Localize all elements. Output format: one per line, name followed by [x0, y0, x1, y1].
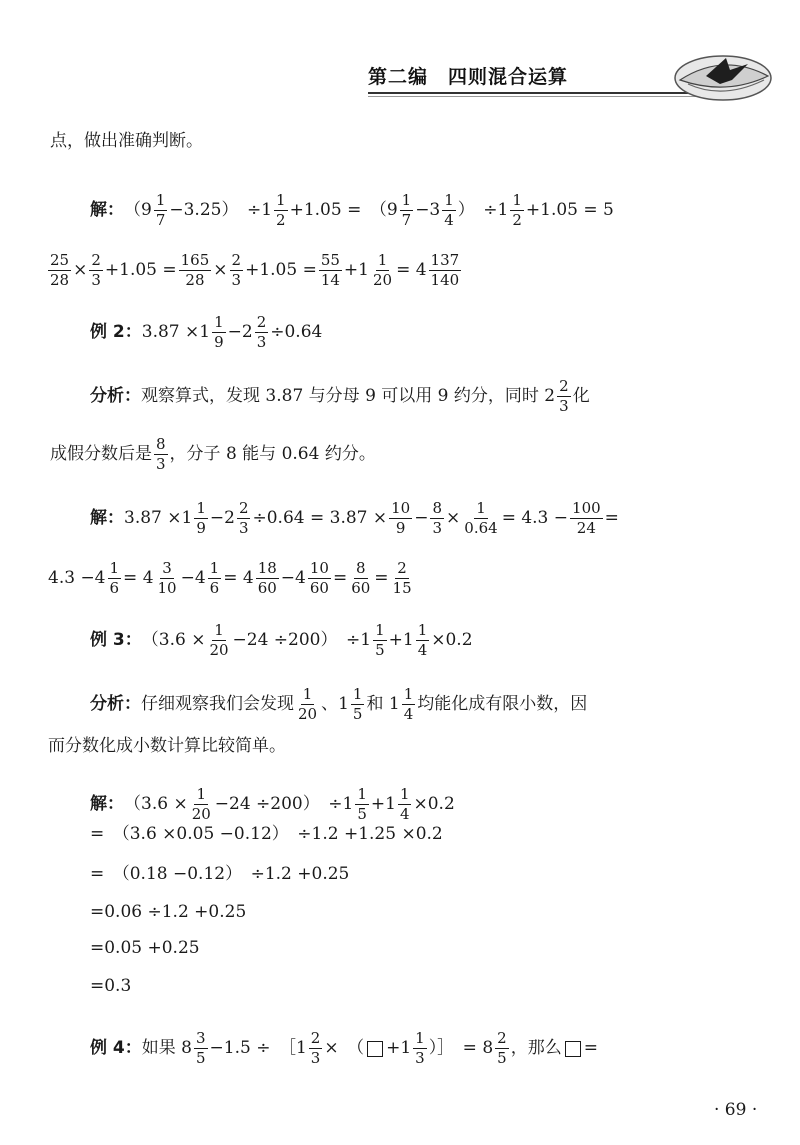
expr-text: ÷0.64 [270, 322, 323, 343]
denominator: 3 [238, 519, 249, 538]
expr-text: ） ÷1 [457, 200, 509, 221]
header-rule [368, 92, 698, 94]
numerator: 1 [194, 786, 208, 805]
denominator: 10 [157, 579, 177, 598]
analysis-text: 而分数化成小数计算比较简单。 [48, 736, 286, 756]
fraction [462, 500, 499, 538]
analysis-3-line-1 [90, 686, 587, 724]
fraction [212, 314, 226, 352]
denominator: 2 [276, 211, 286, 230]
analysis-2-line-2 [50, 436, 376, 474]
fraction [309, 1030, 323, 1068]
denominator: 14 [320, 271, 340, 290]
numerator: 2 [255, 314, 269, 333]
expr-text: × [446, 508, 461, 529]
analysis-3-line-2 [48, 738, 286, 755]
expr-text: +1 [343, 260, 369, 281]
denominator: 20 [372, 271, 393, 290]
numerator: 1 [355, 786, 369, 805]
denominator: 3 [310, 1049, 321, 1068]
fraction [416, 622, 430, 660]
analysis-text: 、1 [321, 694, 349, 715]
expr-text: +1 [386, 1038, 412, 1059]
expr-text: ÷0.64 = 3.87 × [252, 508, 388, 529]
denominator: 5 [357, 805, 367, 824]
expr-text: × （ [324, 1038, 365, 1059]
analysis-text: ，分子 8 能与 0.64 约分。 [169, 444, 376, 465]
expr-text: ×0.2 [431, 630, 473, 651]
analysis-text: 均能化成有限小数，因 [417, 694, 588, 715]
fraction [207, 622, 230, 660]
fraction [156, 560, 179, 598]
expr-text: +1.05 = [245, 260, 317, 281]
numerator: 1 [351, 686, 365, 705]
denominator: 3 [256, 333, 267, 352]
fraction [402, 686, 416, 724]
denominator: 20 [209, 641, 229, 660]
denominator: 0.64 [464, 519, 498, 538]
fraction [391, 560, 414, 598]
example-label: 例 4： [90, 1038, 142, 1059]
solution-2-line-1 [90, 500, 619, 538]
fraction [274, 192, 288, 230]
solution-label: 解： [90, 794, 124, 815]
fraction [319, 252, 342, 290]
fraction [430, 500, 444, 538]
expr-text: （3.6 × [124, 794, 188, 815]
fraction [108, 560, 122, 598]
expr-text: 3.87 ×1 [141, 322, 211, 343]
expr-text: −24 ÷200） ÷1 [232, 630, 372, 651]
analysis-text: 和 1 [366, 694, 400, 715]
step-text: = （0.18 −0.12） ÷1.2 +0.25 [90, 864, 350, 884]
expr-text: ）］ = 8 [428, 1038, 494, 1059]
step-text: = （3.6 ×0.05 −0.12） ÷1.2 +1.25 ×0.2 [90, 824, 443, 844]
analysis-2-line-1 [90, 378, 590, 416]
fraction [557, 378, 571, 416]
expr-text: × [73, 260, 88, 281]
expr-text: = [583, 1038, 598, 1059]
analysis-text: 观察算式，发现 3.87 与分母 9 可以用 9 约分，同时 2 [141, 386, 556, 407]
fraction [89, 252, 103, 290]
fraction [179, 252, 212, 290]
intro-text: 点，做出准确判断。 [50, 131, 203, 151]
fraction [154, 436, 168, 474]
analysis-text: 仔细观察我们会发现 [141, 694, 294, 715]
fraction [355, 786, 369, 824]
numerator: 8 [154, 436, 168, 455]
fraction [154, 192, 168, 230]
numerator: 1 [208, 560, 222, 579]
denominator: 5 [195, 1049, 206, 1068]
denominator: 9 [214, 333, 224, 352]
solution-3-step [90, 866, 349, 883]
denominator: 28 [185, 271, 205, 290]
denominator: 24 [576, 519, 596, 538]
numerator: 3 [194, 1030, 208, 1049]
fraction [373, 622, 387, 660]
fraction [190, 786, 213, 824]
denominator: 3 [415, 1049, 425, 1068]
fraction [510, 192, 524, 230]
numerator: 1 [373, 622, 387, 641]
page-number: · 69 · [714, 1100, 758, 1120]
numerator: 1 [402, 686, 416, 705]
fraction [398, 786, 412, 824]
denominator: 140 [430, 271, 460, 290]
denominator: 4 [399, 805, 410, 824]
step-text: =0.05 +0.25 [90, 938, 200, 958]
numerator: 2 [230, 252, 244, 271]
numerator: 2 [557, 378, 571, 397]
expr-text: − [414, 508, 429, 529]
denominator: 9 [196, 519, 206, 538]
denominator: 3 [156, 455, 166, 474]
numerator: 165 [179, 252, 212, 271]
numerator: 25 [48, 252, 71, 271]
numerator: 137 [429, 252, 462, 271]
fraction [308, 560, 331, 598]
expr-text: （3.6 × [141, 630, 206, 651]
numerator: 1 [194, 500, 208, 519]
expr-text: × [213, 260, 228, 281]
denominator: 5 [497, 1049, 507, 1068]
numerator: 1 [154, 192, 168, 211]
expr-text: +1.05 = 5 [525, 200, 614, 221]
denominator: 60 [351, 579, 371, 598]
denominator: 20 [298, 705, 318, 724]
denominator: 7 [155, 211, 166, 230]
example-2-line [90, 314, 322, 352]
expr-text: −2 [209, 508, 235, 529]
numerator: 100 [570, 500, 603, 519]
expr-text: −2 [227, 322, 253, 343]
fraction [351, 686, 365, 724]
solution-1-line-2 [46, 252, 463, 290]
expr-text: +1 [388, 630, 414, 651]
solution-label: 解： [90, 508, 124, 529]
expr-text: ×0.2 [413, 794, 455, 815]
fraction [256, 560, 279, 598]
numerator: 1 [212, 314, 226, 333]
denominator: 15 [392, 579, 412, 598]
solution-3-step [90, 826, 443, 843]
unknown-box-icon [565, 1041, 581, 1057]
numerator: 2 [89, 252, 103, 271]
denominator: 6 [109, 579, 120, 598]
numerator: 1 [376, 252, 390, 271]
expr-text: = 4 [223, 568, 254, 589]
solution-3-step [90, 978, 131, 995]
numerator: 55 [319, 252, 342, 271]
denominator: 9 [395, 519, 406, 538]
expr-text: = 4 [123, 568, 154, 589]
denominator: 4 [417, 641, 428, 660]
fraction [429, 252, 462, 290]
denominator: 3 [231, 271, 242, 290]
example-label: 例 3： [90, 630, 142, 651]
fraction [570, 500, 603, 538]
numerator: 1 [274, 192, 288, 211]
expr-text: −24 ÷200） ÷1 [214, 794, 354, 815]
numerator: 2 [495, 1030, 509, 1049]
expr-text: +1 [370, 794, 396, 815]
expr-text: −3.25） ÷1 [169, 200, 273, 221]
fraction [495, 1030, 509, 1068]
analysis-text: 化 [572, 386, 590, 407]
denominator: 3 [559, 397, 569, 416]
numerator: 10 [308, 560, 331, 579]
numerator: 1 [212, 622, 226, 641]
header-rule-thin [368, 96, 698, 97]
numerator: 1 [416, 622, 430, 641]
expr-text: −4 [280, 568, 306, 589]
numerator: 1 [301, 686, 315, 705]
example-label: 例 2： [90, 322, 142, 343]
fraction [400, 192, 414, 230]
analysis-label: 分析： [90, 694, 141, 715]
numerator: 1 [474, 500, 488, 519]
fraction [349, 560, 372, 598]
expr-text: = [332, 568, 348, 589]
numerator: 2 [237, 500, 251, 519]
example-3-line [90, 622, 473, 660]
fraction [194, 500, 208, 538]
denominator: 3 [91, 271, 101, 290]
fraction [208, 560, 222, 598]
solution-label: 解： [90, 200, 124, 221]
fraction [371, 252, 394, 290]
expr-text: = 4 [396, 260, 427, 281]
numerator: 10 [389, 500, 412, 519]
expr-text: （9 [124, 200, 152, 221]
numerator: 1 [442, 192, 456, 211]
denominator: 5 [375, 641, 385, 660]
expr-text: −4 [180, 568, 206, 589]
fraction [413, 1030, 427, 1068]
denominator: 3 [432, 519, 443, 538]
solution-3-line-1 [90, 786, 455, 824]
book-bird-logo-icon [668, 40, 778, 106]
denominator: 60 [309, 579, 329, 598]
example-4-line [90, 1030, 598, 1068]
expr-text: +1.05 = [104, 260, 177, 281]
solution-2-line-2 [48, 560, 416, 598]
fraction [194, 1030, 208, 1068]
chapter-header-title: 第二编 四则混合运算 [368, 66, 569, 88]
analysis-label: 分析： [90, 386, 141, 407]
numerator: 18 [256, 560, 279, 579]
fraction [296, 686, 319, 724]
expr-text: = [374, 568, 389, 589]
expr-text: −1.5 ÷ ［1 [209, 1038, 307, 1059]
expr-text: = 4.3 − [501, 508, 569, 529]
numerator: 1 [413, 1030, 427, 1049]
fraction [389, 500, 412, 538]
expr-text: 3.87 ×1 [124, 508, 193, 529]
denominator: 7 [401, 211, 412, 230]
step-text: =0.3 [90, 976, 132, 996]
fraction [237, 500, 251, 538]
analysis-text: 成假分数后是 [50, 444, 152, 465]
expr-text: −3 [415, 200, 441, 221]
expr-text: +1.05 = （9 [289, 200, 398, 221]
numerator: 1 [400, 192, 414, 211]
unknown-box-icon [367, 1041, 383, 1057]
fraction [230, 252, 244, 290]
numerator: 1 [108, 560, 122, 579]
numerator: 1 [398, 786, 412, 805]
intro-text-line [50, 133, 203, 150]
solution-3-step [90, 904, 246, 921]
solution-3-step [90, 940, 200, 957]
fraction [255, 314, 269, 352]
numerator: 2 [395, 560, 409, 579]
expr-text: 如果 8 [141, 1038, 192, 1059]
numerator: 1 [510, 192, 524, 211]
denominator: 5 [352, 705, 363, 724]
denominator: 28 [50, 271, 70, 290]
numerator: 2 [309, 1030, 323, 1049]
denominator: 6 [209, 579, 220, 598]
solution-1-line-1 [90, 192, 614, 230]
expr-text: 4.3 −4 [48, 568, 106, 589]
numerator: 8 [430, 500, 444, 519]
numerator: 8 [354, 560, 368, 579]
expr-text: ，那么 [510, 1038, 562, 1059]
fraction [442, 192, 456, 230]
numerator: 3 [160, 560, 174, 579]
denominator: 20 [191, 805, 211, 824]
denominator: 4 [444, 211, 454, 230]
expr-text: = [604, 508, 619, 529]
step-text: =0.06 ÷1.2 +0.25 [90, 902, 247, 922]
denominator: 2 [512, 211, 522, 230]
fraction [48, 252, 71, 290]
denominator: 4 [403, 705, 414, 724]
denominator: 60 [257, 579, 277, 598]
